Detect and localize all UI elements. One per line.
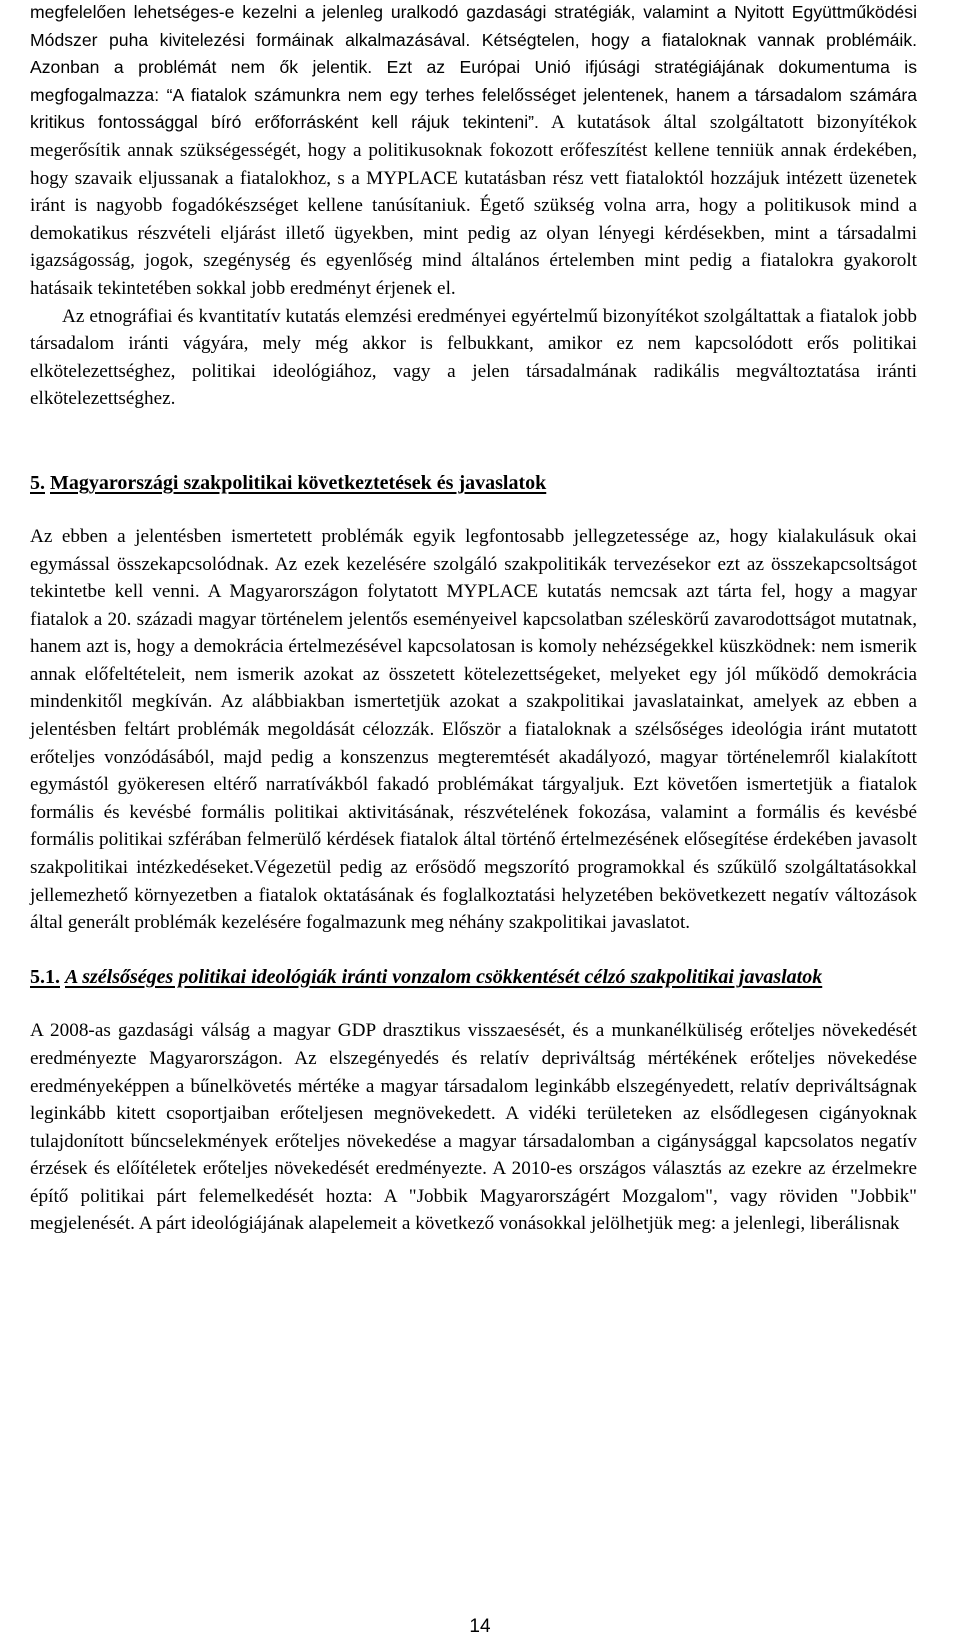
section-heading-5-1-title: A szélsőséges politikai ideológiák iránti vonzalom csökkentését célzó szakpolitikai javaslatok xyxy=(65,965,823,988)
spacer xyxy=(30,413,917,469)
paragraph-economic-crisis: A 2008-as gazdasági válság a magyar GDP drasztikus visszaesését, és a munkanélküliség erőteljes növekedését eredményezte Magyarországon. Az elszegényedés és relatív depriváltság mértékének erőteljes növekedése eredményeképpen a bűnelkövetés mértéke a magyar társadalom leginkább elszegényedett, relatív depriváltságnak leginkább kitett csoportjaiban erőteljesen megnövekedett. A vidéki területeken az elsődlegesen cigányoknak tulajdonított bűncselekmények erőteljes növekedése a magyar társadalomban a cigánysággal kapcsolatos negatív érzések és előítéletek erőteljes növekedését eredményezte. A 2010-es országos választás az ezekre az érzelmekre építő politikai párt felemelkedését hozta: A "Jobbik Magyarországért Mozgalom", vagy röviden "Jobbik" megjelenését. A párt ideológiájának alapelemeit a következő vonásokkal jelölhetjük meg: a jelenlegi, liberálisnak xyxy=(30,1020,917,1235)
spacer xyxy=(30,937,917,964)
section-heading-5-1-number: 5.1. xyxy=(30,965,60,988)
spacer xyxy=(30,991,917,1017)
paragraph-report-problems: Az ebben a jelentésben ismertetett problémák egyik legfontosabb jellegzetessége az, hogy kialakulásuk okai egymással összekapcsolódnak. Az ezek kezelésére szolgáló szakpolitikák tervezésekor ezt az összekapcsoltságot tekintetbe kell venni. A Magyarországon folytatott MYPLACE kutatás nemcsak azt tárta fel, hogy a magyar fiatalok a 20. századi magyar történelem jelentős eseményeivel kapcsolatban széleskörű zavarodottságot mutatnak, hanem azt is, hogy a demokrácia értelmezésével kapcsolatosan is komoly nehézségekkel küszködnek: nem ismerik annak előfeltételeit, nem ismerik azokat az összetett kötelezettségeket, melyeket egy jól működő demokrácia mindenkitől megkíván. Az alábbiakban ismertetjük azokat a szakpolitikai javaslatainkat, amelyek az ebben a jelentésben feltárt problémák megoldását célozzák. Először a fiataloknak a szélsőséges ideológia iránt mutatott erőteljes vonzódásából, majd pedig a konszenzus megteremtését akadályozó, magyar történelemről kialakított egymástól gyökeresen eltérő narratívákból fakadó problémákat tárgyaljuk. Ezt követően ismertetjük a fiatalok formális és kevésbé formális politikai aktivitásának, részvételének fokozása, valamint a formális és kevésbé formális politikai szférában felmerülő kérdések fiatalok által történő értelmezésének elősegítése érdekében javasolt szakpolitikai intézkedéseket.Végezetül pedig az erősödő megszorító programokkal és szűkülő szolgáltatásokkal jellemezhető környezetben a fiatalok oktatásának és foglalkoztatási helyzetében bekövetkezett negatív változások által generált problémák kezelésére fogalmazunk meg néhány szakpolitikai javaslatot. xyxy=(30,525,917,934)
section-heading-5 xyxy=(30,469,917,497)
section-heading-5-number: 5. xyxy=(30,471,45,494)
spacer xyxy=(30,497,917,523)
section-heading-5-title: Magyarországi szakpolitikai következtetések és javaslatok xyxy=(50,471,547,494)
section-heading-5-1 xyxy=(30,964,917,992)
paragraph-ethnographic-results: Az etnográfiai és kvantitatív kutatás elemzési eredményei egyértelmű bizonyítékot szolgáltattak a fiatalok jobb társadalom iránti vágyára, mely még akkor is felbukkant, amikor ez nem kapcsolódott erős politikai elkötelezettséghez, politikai ideológiához, vagy a jelen társadalmának radikális megváltoztatása iránti elkötelezettséghez. xyxy=(30,305,917,410)
paragraph-intro xyxy=(30,0,917,303)
document-page xyxy=(30,0,917,1238)
page-number: 14 xyxy=(469,1616,491,1637)
paragraph-intro-sans-part: megfelelően lehetséges-e kezelni a jelenleg uralkodó gazdasági stratégiák, valamint a Nyitott Együttműködési Módszer puha kivitelezési formáinak alkalmazásával. Kétségtelen, hogy a fiataloknak vannak problémáik. Azonban a problémát nem ők jelentik. Ezt az Európai Unió ifjúsági stratégiájának dokumentuma is megfogalmazza: “A fiatalok számunkra nem egy terhes felelősséget jelentenek, hanem a társadalom számára kritikus fontossággal bíró erőforrásként kell rájuk tekinteni”. xyxy=(30,2,917,133)
paragraph-intro-serif-part: A kutatások által szolgáltatott bizonyítékok megerősítik annak szükségességét, hogy a politikusoknak fokozott erőfeszítést kellene tenniük annak érdekében, hogy szavaik eljussanak a fiatalokhoz, s a MYPLACE kutatásban rész vett fiataloktól hozzájuk intézett üzenetek iránt is nagyobb fogadókészséget kellene tanúsítaniuk. Égető szükség volna arra, hogy a politikusok mind a demokatikus részvételi eljárást illető ügyekben, mint pedig az olyan lényegi kérdésekben, mint a társadalmi igazságosság, jogok, szegénység és egyenlőség mind általános értelemben mint pedig a fiatalokra gyakorolt hatásaik tekintetében sokkal jobb eredményt érjenek el. xyxy=(30,112,917,299)
